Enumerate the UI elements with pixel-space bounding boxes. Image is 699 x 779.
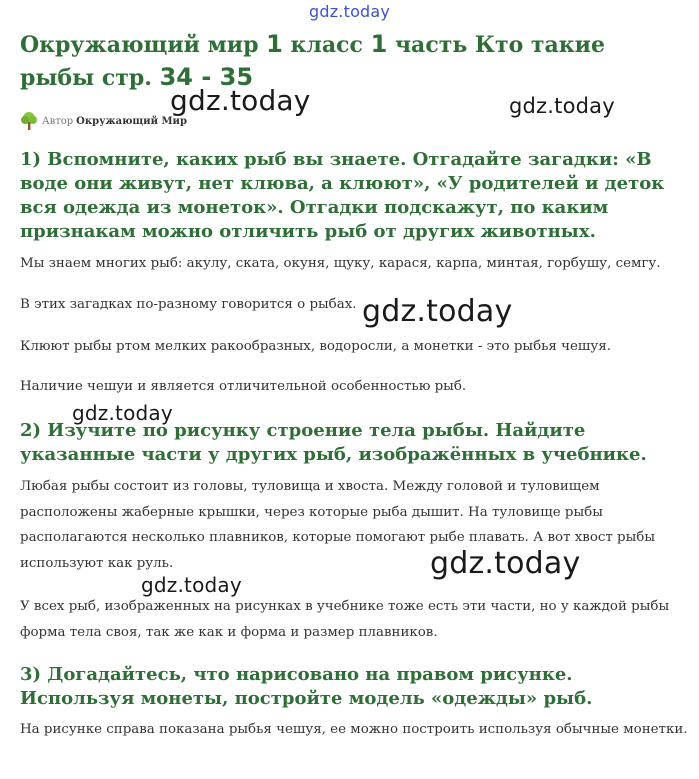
answer-1-para-2: В этих загадках по-разному говорится о рыбах. [20, 297, 357, 312]
question-1: 1) Вспомните, каких рыб вы знаете. Отгадайте загадки: «В воде они живут, нет клюва, а клюют», «У родителей и деток вся одежда из монеток». Отгадки подскажут, по каким признакам можно отличить рыб от других животных. [20, 149, 665, 242]
answer-1-para-1: Мы знаем многих рыб: акулу, ската, окуня, щуку, карася, карпа, минтая, горбушу, семгу. [20, 256, 661, 271]
title-grade-number: 1 [266, 30, 283, 58]
question-3: 3) Догадайтесь, что нарисовано на правом рисунке. Используя монеты, постройте модель «одежды» рыб. [20, 664, 593, 709]
answer-1-para-4: Наличие чешуи и является отличительной особенностью рыб. [20, 379, 467, 394]
tree-icon [20, 111, 38, 131]
title-part3: часть Кто такие рыбы стр. [20, 32, 605, 91]
answer-1-para-3: Клюют рыбы ртом мелких ракообразных, водоросли, а монетки - это рыбья чешуя. [20, 339, 611, 354]
question-2: 2) Изучите по рисунку строение тела рыбы. Найдите указанные части у других рыб, изображённых в учебнике. [20, 420, 647, 465]
watermark: gdz.today [430, 546, 581, 581]
author-line [20, 110, 187, 132]
title-part2: класс [282, 32, 371, 58]
answer-3-para-1: На рисунке справа показана рыбья чешуя, ее можно построить используя обычные монетки. [20, 722, 688, 737]
watermark: gdz.today [362, 294, 513, 329]
watermark: gdz.today [170, 84, 311, 117]
page-title [20, 28, 680, 94]
answer-2-para-1: Любая рыбы состоит из головы, туловища и хвоста. Между головой и туловищем расположены жаберные крышки, через которые рыба дышит. На туловище рыбы располагаются несколько плавников, которые помогают рыбе плавать. А вот хвост рыбы используют как руль. [20, 479, 655, 571]
watermark: gdz.today [72, 401, 173, 425]
watermark: gdz.today [141, 573, 242, 597]
author-name[interactable]: Окружающий Мир [76, 115, 187, 127]
title-part-number: 1 [370, 30, 388, 58]
author-label: Автор [42, 115, 74, 127]
watermark-top: gdz.today [309, 2, 391, 21]
watermark: gdz.today [509, 94, 615, 118]
title-part1: Окружающий мир [20, 32, 267, 58]
title-pages: 34 - 35 [159, 63, 254, 91]
answer-2-para-2: У всех рыб, изображенных на рисунках в учебнике тоже есть эти части, но у каждой рыбы форма тела своя, так же как и форма и размер плавников. [20, 599, 670, 640]
